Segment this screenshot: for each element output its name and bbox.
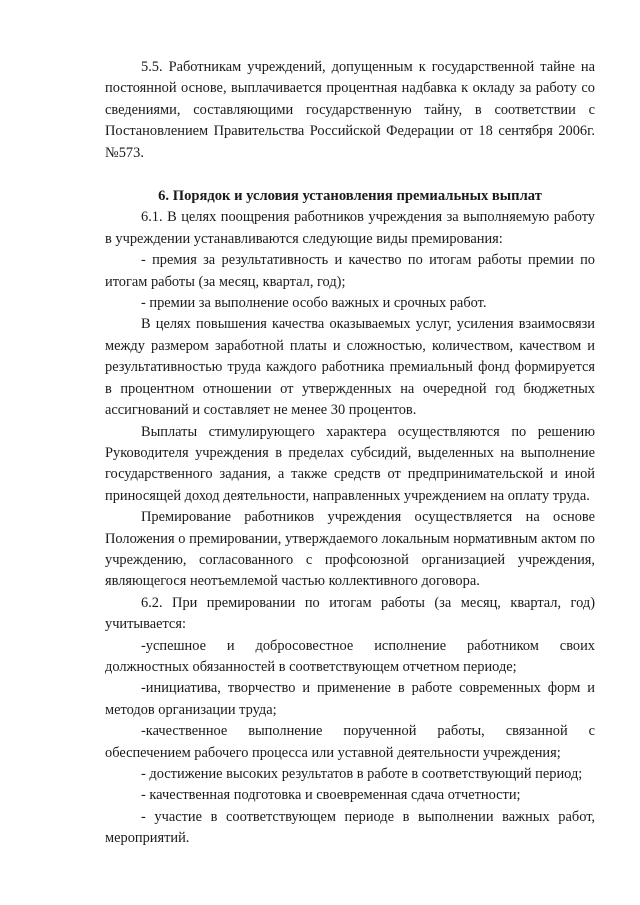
list-item: -инициатива, творчество и применение в работе современных форм и методов организации труда;: [105, 680, 595, 718]
section-6-title: 6. Порядок и условия установления премиальных выплат: [158, 188, 542, 205]
list-item: -качественное выполнение порученной работы, связанной с обеспечением рабочего процесса или уставной деятельности учреждения;: [105, 723, 595, 761]
list-item: - достижение высоких результатов в работе в соответствующий период;: [141, 766, 583, 782]
list-item: - премия за результативность и качество по итогам работы премии по итогам работы (за месяц, квартал, год);: [105, 252, 595, 290]
paragraph-premium-fund: В целях повышения качества оказываемых услуг, усиления взаимосвязи между размером заработной платы и сложностью, количеством, качеством и результативностью труда каждого работника премиальный фонд формируется в процентном отношении от утвержденных на очередной год бюджетных ассигнований и составляет не менее 30 процентов.: [105, 316, 595, 419]
paragraph-stimulating-payments: Выплаты стимулирующего характера осуществляются по решению Руководителя учреждения в пределах субсидий, выделенных на выполнение государственного задания, а также средств от предпринимательской и иной приносящей доход деятельности, направленных учреждением на оплату труда.: [105, 423, 595, 504]
paragraph-6-2: 6.2. При премировании по итогам работы (за месяц, квартал, год) учитывается:: [105, 594, 595, 633]
paragraph-6-1: 6.1. В целях поощрения работников учреждения за выполняемую работу в учреждении устанавливаются следующие виды премирования:: [105, 209, 595, 247]
list-item: - премии за выполнение особо важных и срочных работ.: [141, 295, 487, 312]
list-item: - качественная подготовка и своевременная сдача отчетности;: [141, 787, 521, 804]
list-item: -успешное и добросовестное исполнение работником своих должностных обязанностей в соответствующем отчетном периоде;: [105, 637, 595, 675]
document-page: [105, 57, 595, 850]
paragraph-5-5: 5.5. Работникам учреждений, допущенным к государственной тайне на постоянной основе, выплачивается процентная надбавка к окладу за работу со сведениями, составляющими государственную тайну, в соответствии с Постановлением Правительства Российской Федерации от 18 сентября 2006г. №573.: [105, 59, 595, 161]
list-item: - участие в соответствующем периоде в выполнении важных работ, мероприятий.: [105, 808, 595, 847]
paragraph-bonus-regulation: Премирование работников учреждения осуществляется на основе Положения о премировании, утверждаемого локальным нормативным актом по учреждению, согласованного с профсоюзной организацией учреждения, являющегося неотъемлемой частью коллективного договора.: [105, 509, 595, 590]
